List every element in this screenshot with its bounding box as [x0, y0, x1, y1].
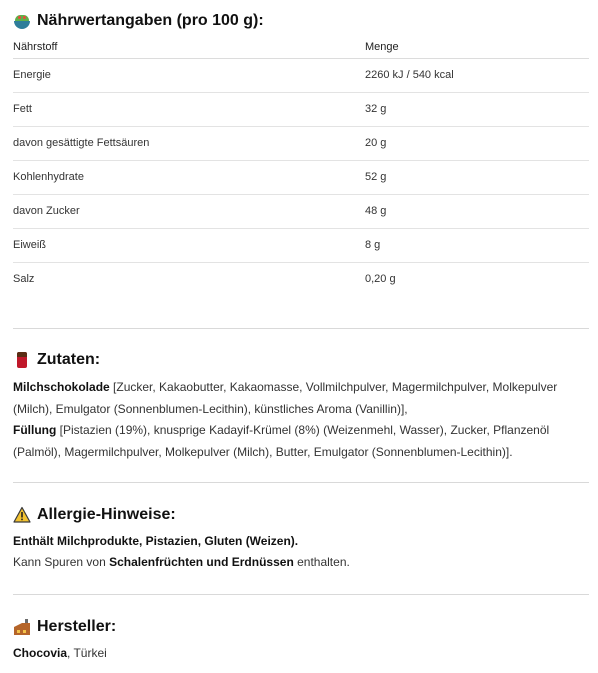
table-row [13, 194, 589, 228]
manufacturer-text [13, 643, 589, 665]
nutrient-cell: Eiweiß [13, 228, 365, 262]
amount-cell: 52 g [365, 160, 589, 194]
table-row [13, 262, 589, 296]
manufacturer-title: Hersteller: [13, 618, 116, 636]
nutrient-cell: davon gesättigte Fettsäuren [13, 126, 365, 160]
warning-icon [13, 506, 31, 524]
table-header-row [13, 36, 589, 58]
table-row [13, 160, 589, 194]
amount-cell: 8 g [365, 228, 589, 262]
amount-cell: 0,20 g [365, 273, 396, 286]
section-divider [13, 594, 589, 595]
nutrient-cell: davon Zucker [13, 194, 365, 228]
amount-cell: 48 g [365, 194, 589, 228]
salad-icon [13, 12, 31, 30]
chocolate-bar-icon [13, 351, 31, 369]
nutrition-table [13, 36, 589, 296]
ingredients-title: Zutaten: [13, 351, 100, 369]
milk-chocolate-label: Milchschokolade [13, 380, 110, 394]
nutrient-cell: Fett [13, 92, 365, 126]
amount-cell: 20 g [365, 126, 589, 160]
table-row [13, 92, 589, 126]
nutrient-cell: Salz [13, 273, 35, 286]
section-divider [13, 328, 589, 329]
allergen-traces: Kann Spuren von Schalenfrüchten und Erdnüssen enthalten. [13, 555, 350, 569]
allergens-title: Allergie-Hinweise: [13, 506, 176, 524]
table-row [13, 126, 589, 160]
column-header-nutrient: Nährstoff [13, 36, 365, 58]
filling-ingredients: [Pistazien (19%), knusprige Kadayif-Krümel (8%) (Weizenmehl, Wasser), Zucker, Pflanzenöl (Palmöl), Magermilchpulver, Molkepulver (Milch), Butter, Emulgator (Sonnenblumen-Lecithin)]. [13, 423, 550, 459]
amount-cell: 2260 kJ / 540 kcal [365, 58, 589, 92]
allergen-contains: Enthält Milchprodukte, Pistazien, Gluten (Weizen). [13, 534, 299, 548]
amount-cell: 32 g [365, 92, 589, 126]
column-header-amount: Menge [365, 36, 589, 58]
manufacturer-country: , Türkei [67, 646, 107, 660]
table-row [13, 58, 589, 92]
section-divider [13, 482, 589, 483]
nutrient-cell: Energie [13, 58, 365, 92]
factory-icon [13, 618, 31, 636]
filling-label: Füllung [13, 423, 57, 437]
nutrition-title: Nährwertangaben (pro 100 g): [13, 12, 264, 30]
nutrient-cell: Kohlenhydrate [13, 160, 365, 194]
table-row [13, 228, 589, 262]
manufacturer-name: Chocovia [13, 646, 68, 660]
ingredients-text [13, 377, 589, 463]
milk-chocolate-ingredients: [Zucker, Kakaobutter, Kakaomasse, Vollmilchpulver, Magermilchpulver, Molkepulver (Milch), Emulgator (Sonnenblumen-Lecithin), künstliches Aroma (Vanillin)], [13, 380, 558, 416]
